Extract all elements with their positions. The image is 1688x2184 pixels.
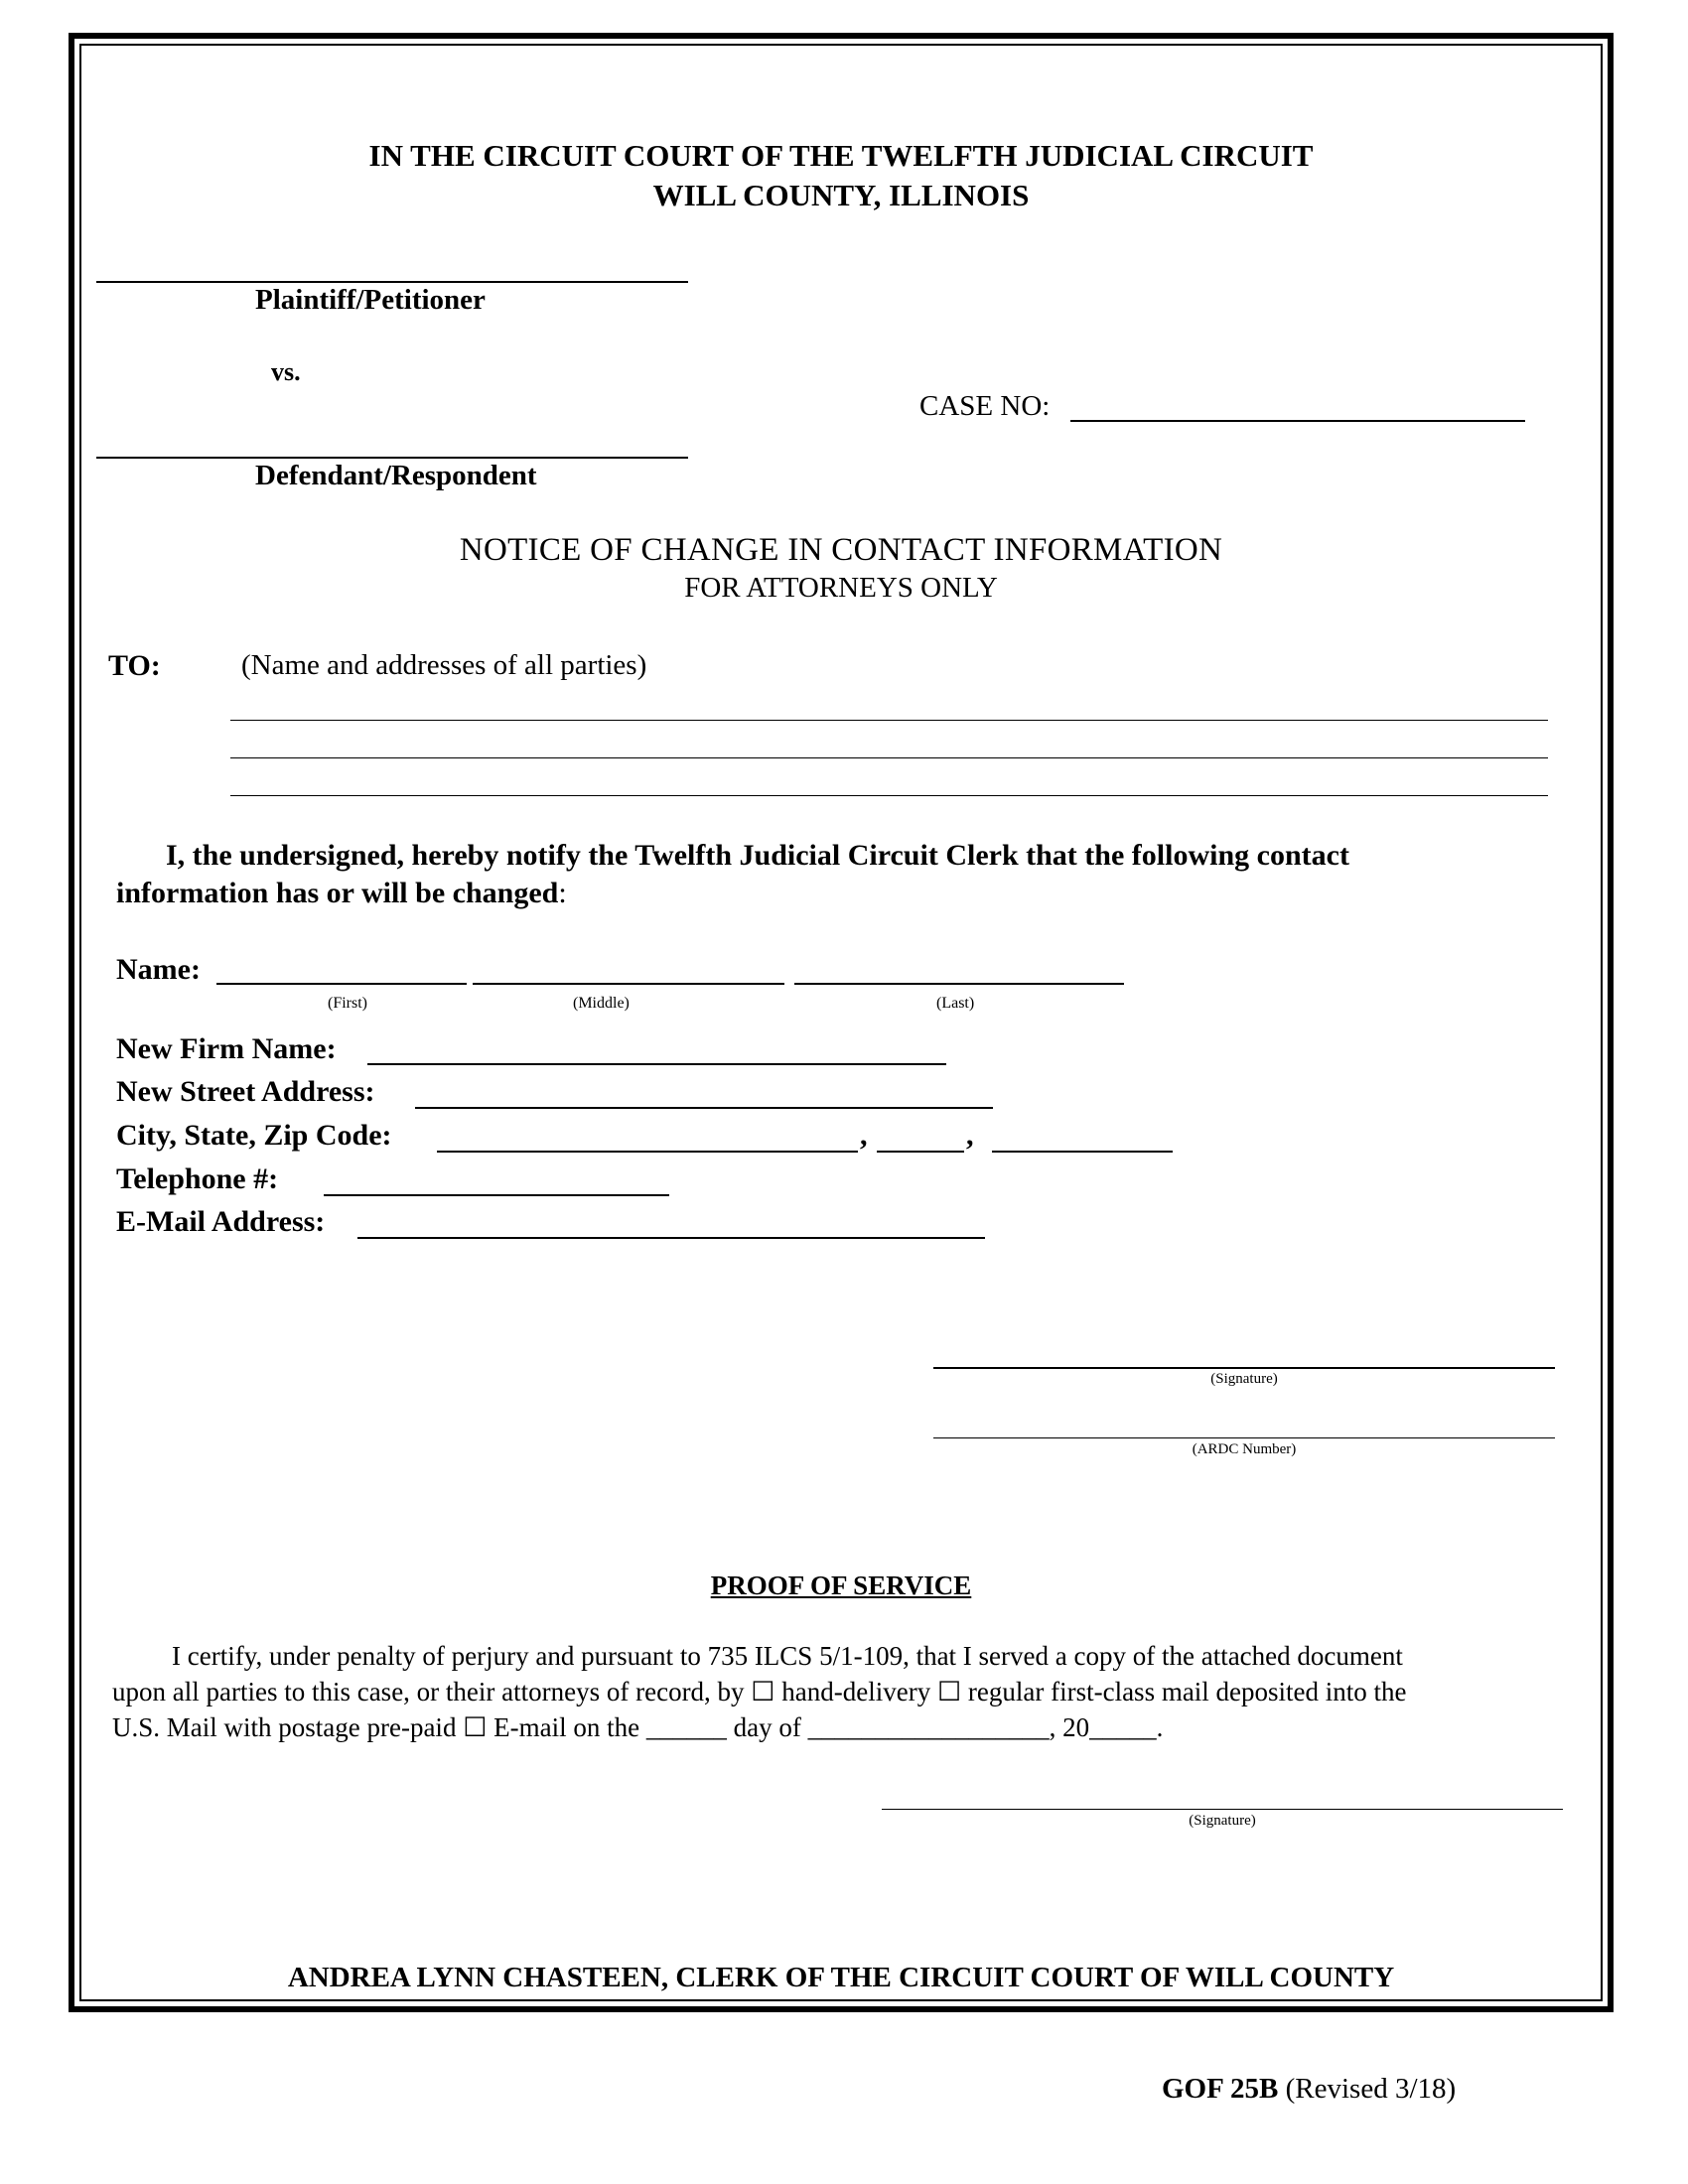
clerk-name: ANDREA LYNN CHASTEEN, CLERK OF THE CIRCUIT COURT OF WILL COUNTY bbox=[287, 1962, 1395, 1993]
plaintiff-label: Plaintiff/Petitioner bbox=[255, 284, 486, 316]
name-first-hint: (First) bbox=[328, 995, 367, 1012]
name-last-field[interactable] bbox=[794, 983, 1124, 985]
vs-label: vs. bbox=[271, 357, 301, 386]
name-first-field[interactable] bbox=[216, 983, 467, 985]
city-field[interactable] bbox=[437, 1151, 858, 1153]
proof-signature-line[interactable] bbox=[882, 1809, 1563, 1810]
court-name: IN THE CIRCUIT COURT OF THE TWELFTH JUDICIAL CIRCUIT bbox=[368, 138, 1314, 173]
plaintiff-line[interactable] bbox=[96, 281, 688, 283]
proof-line-2: upon all parties to this case, or their attorneys of record, by ☐ hand-delivery ☐ regular first-class mail deposited into the bbox=[112, 1677, 1407, 1706]
email-field[interactable] bbox=[357, 1237, 985, 1239]
name-last-hint: (Last) bbox=[936, 995, 975, 1012]
form-revision: (Revised 3/18) bbox=[1285, 2073, 1457, 2105]
notice-line-2-text: information has or will be changed bbox=[116, 877, 559, 909]
proof-signature-hint: (Signature) bbox=[1189, 1813, 1256, 1829]
form-subtitle: FOR ATTORNEYS ONLY bbox=[684, 572, 998, 604]
to-address-line-1[interactable] bbox=[230, 720, 1548, 721]
state-field[interactable] bbox=[877, 1151, 964, 1153]
notice-line-2 bbox=[116, 877, 567, 910]
telephone-label: Telephone #: bbox=[116, 1162, 279, 1195]
county-name: WILL COUNTY, ILLINOIS bbox=[652, 178, 1030, 212]
firm-label: New Firm Name: bbox=[116, 1032, 337, 1065]
ardc-number-hint: (ARDC Number) bbox=[1192, 1441, 1297, 1457]
name-middle-field[interactable] bbox=[473, 983, 784, 985]
form-code bbox=[1162, 2073, 1456, 2106]
form-title: NOTICE OF CHANGE IN CONTACT INFORMATION bbox=[459, 532, 1223, 568]
ardc-number-line[interactable] bbox=[933, 1437, 1555, 1438]
comma-2: , bbox=[966, 1119, 974, 1152]
email-label: E-Mail Address: bbox=[116, 1205, 326, 1238]
defendant-label: Defendant/Respondent bbox=[255, 460, 537, 491]
attorney-signature-line[interactable] bbox=[933, 1367, 1555, 1369]
to-label: TO: bbox=[108, 649, 161, 682]
proof-line-1: I certify, under penalty of perjury and pursuant to 735 ILCS 5/1-109, that I served a copy of the attached document bbox=[172, 1641, 1403, 1671]
comma-1: , bbox=[860, 1119, 868, 1152]
case-no-label: CASE NO: bbox=[919, 390, 1051, 422]
name-label: Name: bbox=[116, 953, 201, 986]
street-label: New Street Address: bbox=[116, 1075, 375, 1108]
street-field[interactable] bbox=[415, 1107, 993, 1109]
to-address-line-2[interactable] bbox=[230, 757, 1548, 758]
to-address-line-3[interactable] bbox=[230, 795, 1548, 796]
notice-colon: : bbox=[558, 877, 567, 909]
city-state-zip-label: City, State, Zip Code: bbox=[116, 1119, 392, 1152]
telephone-field[interactable] bbox=[324, 1194, 669, 1196]
form-code-id: GOF 25B bbox=[1162, 2073, 1279, 2105]
zip-field[interactable] bbox=[992, 1151, 1173, 1153]
proof-of-service-heading: PROOF OF SERVICE bbox=[710, 1570, 972, 1600]
proof-line-3: U.S. Mail with postage pre-paid ☐ E-mail on the ______ day of __________________, 20_____. bbox=[112, 1712, 1164, 1742]
notice-line-1: I, the undersigned, hereby notify the Twelfth Judicial Circuit Clerk that the following contact bbox=[166, 839, 1349, 872]
firm-field[interactable] bbox=[367, 1063, 946, 1065]
case-no-field[interactable] bbox=[1070, 420, 1525, 422]
defendant-line[interactable] bbox=[96, 457, 688, 459]
name-middle-hint: (Middle) bbox=[573, 995, 630, 1012]
attorney-signature-hint: (Signature) bbox=[1210, 1371, 1278, 1387]
to-instruction: (Name and addresses of all parties) bbox=[241, 649, 647, 681]
